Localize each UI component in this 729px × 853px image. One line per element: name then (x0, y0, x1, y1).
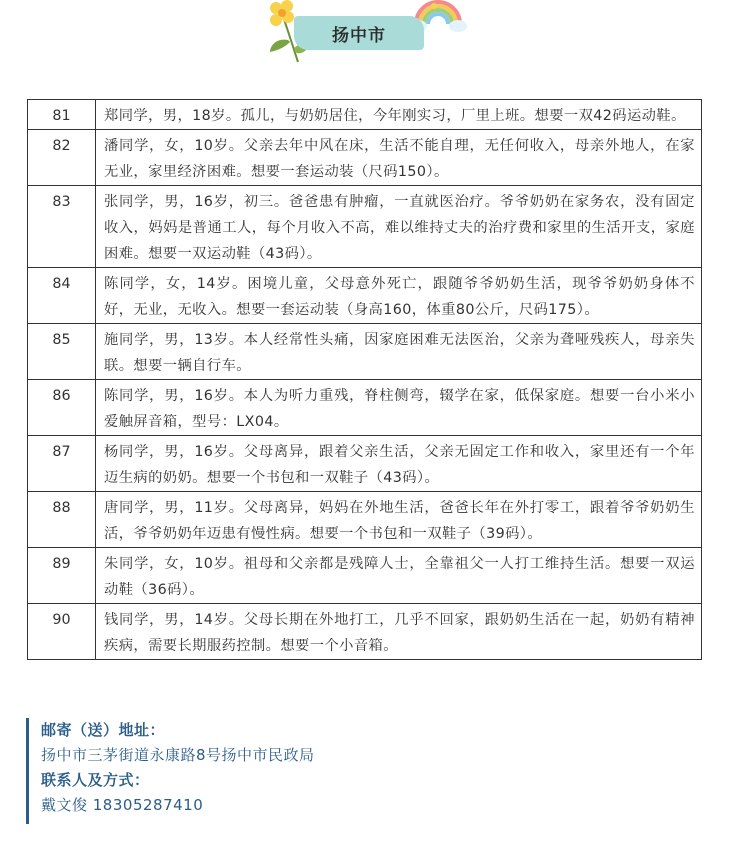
row-description: 钱同学，男，14岁。父母长期在外地打工，几乎不回家，跟奶奶生活在一起，奶奶有精神疾病，需要长期服药控制。想要一个小音箱。 (96, 604, 702, 660)
row-number: 87 (28, 436, 96, 492)
row-number: 83 (28, 186, 96, 268)
row-number: 85 (28, 324, 96, 380)
row-number: 88 (28, 492, 96, 548)
address-block (26, 718, 686, 824)
wish-list-table (27, 99, 702, 660)
page-title: 扬中市 (294, 16, 424, 50)
table-row (28, 548, 702, 604)
header-badge (258, 0, 468, 64)
table-row (28, 268, 702, 324)
address-value: 扬中市三茅街道永康路8号扬中市民政局 (41, 746, 315, 764)
contact-label: 联系人及方式： (41, 771, 150, 789)
row-number: 84 (28, 268, 96, 324)
row-description: 朱同学，女，10岁。祖母和父亲都是残障人士，全靠祖父一人打工维持生活。想要一双运动鞋（36码）。 (96, 548, 702, 604)
contact-value: 戴文俊 18305287410 (41, 796, 204, 814)
row-description: 唐同学，男，11岁。父母离异，妈妈在外地生活，爸爸长年在外打零工，跟着爷爷奶奶生活，爷爷奶奶年迈患有慢性病。想要一个书包和一双鞋子（39码）。 (96, 492, 702, 548)
table-row (28, 380, 702, 436)
row-number: 89 (28, 548, 96, 604)
row-description: 陈同学，女，14岁。困境儿童，父母意外死亡，跟随爷爷奶奶生活，现爷爷奶奶身体不好，无业，无收入。想要一套运动装（身高160，体重80公斤，尺码175）。 (96, 268, 702, 324)
table-row (28, 604, 702, 660)
row-description: 潘同学，女，10岁。父亲去年中风在床，生活不能自理，无任何收入，母亲外地人，在家无业，家里经济困难。想要一套运动装（尺码150）。 (96, 130, 702, 186)
table-row (28, 492, 702, 548)
row-number: 90 (28, 604, 96, 660)
address-label: 邮寄（送）地址： (41, 721, 166, 739)
table-row (28, 186, 702, 268)
row-number: 81 (28, 100, 96, 130)
table-row (28, 100, 702, 130)
row-number: 86 (28, 380, 96, 436)
row-description: 郑同学，男，18岁。孤儿，与奶奶居住，今年刚实习，厂里上班。想要一双42码运动鞋。 (96, 100, 702, 130)
row-number: 82 (28, 130, 96, 186)
row-description: 施同学，男，13岁。本人经常性头痛，因家庭困难无法医治，父亲为聋哑残疾人，母亲失联。想要一辆自行车。 (96, 324, 702, 380)
table-row (28, 324, 702, 380)
table-row (28, 130, 702, 186)
table-row (28, 436, 702, 492)
row-description: 陈同学，男，16岁。本人为听力重残，脊柱侧弯，辍学在家，低保家庭。想要一台小米小爱触屏音箱，型号：LX04。 (96, 380, 702, 436)
row-description: 张同学，男，16岁，初三。爸爸患有肿瘤，一直就医治疗。爷爷奶奶在家务农，没有固定收入，妈妈是普通工人，每个月收入不高，难以维持丈夫的治疗费和家里的生活开支，家庭困难。想要一双运动鞋（43码）。 (96, 186, 702, 268)
row-description: 杨同学，男，16岁。父母离异，跟着父亲生活，父亲无固定工作和收入，家里还有一个年迈生病的奶奶。想要一个书包和一双鞋子（43码）。 (96, 436, 702, 492)
